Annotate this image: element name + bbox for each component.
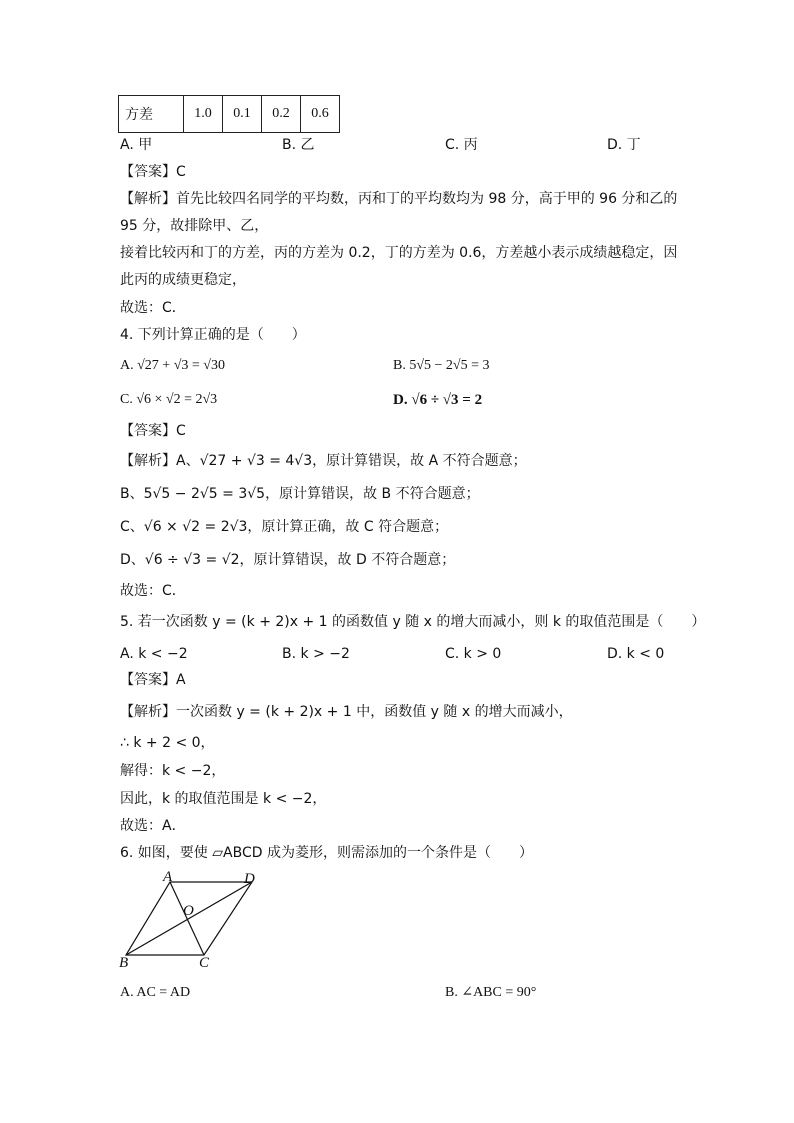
q3-analysis-line: 此丙的成绩更稳定， xyxy=(120,272,246,288)
q3-option-c: C. 丙 xyxy=(445,137,478,153)
q4-answer: 【答案】C xyxy=(120,423,186,439)
q5-title: 5. 若一次函数 y = (k + 2)x + 1 的函数值 y 随 x 的增大而减小，则 k 的取值范围是（ ） xyxy=(120,614,706,630)
q4-analysis-line: C、√6 × √2 = 2√3，原计算正确，故 C 符合题意； xyxy=(120,519,449,535)
variance-table xyxy=(118,95,340,133)
q4-analysis-line: D、√6 ÷ √3 = √2，原计算错误，故 D 不符合题意； xyxy=(120,552,456,568)
table-cell: 0.2 xyxy=(262,96,301,133)
q5-analysis-line: 因此，k 的取值范围是 k < −2， xyxy=(120,791,327,807)
q3-option-d: D. 丁 xyxy=(607,137,641,153)
q6-option-b: B. ∠ABC = 90° xyxy=(445,985,537,1000)
q4-analysis-line: B、5√5 − 2√5 = 3√5，原计算错误，故 B 不符合题意； xyxy=(120,486,480,502)
table-cell: 0.1 xyxy=(223,96,262,133)
q5-analysis-line: ∴ k + 2 < 0， xyxy=(120,735,215,751)
q5-analysis-line: 解得：k < −2， xyxy=(120,763,226,779)
q5-option-b: B. k > −2 xyxy=(282,646,350,662)
label-a: A xyxy=(163,869,173,885)
q3-answer: 【答案】C xyxy=(120,164,186,180)
q6-title: 6. 如图，要使 ▱ABCD 成为菱形，则需添加的一个条件是（ ） xyxy=(120,845,533,861)
q3-analysis-line: 95 分，故排除甲、乙， xyxy=(120,218,269,234)
label-b: B xyxy=(119,955,129,971)
q4-option-c: C. √6 × √2 = 2√3 xyxy=(120,392,218,407)
label-o: O xyxy=(183,903,194,919)
q5-option-a: A. k < −2 xyxy=(120,646,188,662)
q6-option-a: A. AC = AD xyxy=(120,985,191,1000)
table-cell: 1.0 xyxy=(184,96,223,133)
q4-option-d: D. √6 ÷ √3 = 2 xyxy=(393,392,483,408)
q4-conclusion: 故选：C． xyxy=(120,583,186,599)
q3-option-b: B. 乙 xyxy=(282,137,315,153)
label-d: D xyxy=(244,871,255,887)
q5-conclusion: 故选：A． xyxy=(120,818,186,834)
q3-analysis-line: 接着比较丙和丁的方差，丙的方差为 0.2，丁的方差为 0.6，方差越小表示成绩越稳定，因 xyxy=(120,245,678,261)
table-header-cell: 方差 xyxy=(119,96,184,133)
q4-option-a: A. √27 + √3 = √30 xyxy=(120,358,225,373)
label-c: C xyxy=(199,955,210,971)
q4-title: 4. 下列计算正确的是（ ） xyxy=(120,327,306,343)
q4-option-b: B. 5√5 − 2√5 = 3 xyxy=(393,358,490,373)
q5-option-d: D. k < 0 xyxy=(607,646,665,662)
q4-analysis-line: 【解析】A、√27 + √3 = 4√3，原计算错误，故 A 不符合题意； xyxy=(120,453,527,469)
table-cell: 0.6 xyxy=(301,96,340,133)
q3-analysis-line: 【解析】首先比较四名同学的平均数，丙和丁的平均数均为 98 分，高于甲的 96 分和乙的 xyxy=(120,191,678,207)
q5-answer: 【答案】A xyxy=(120,672,186,688)
parallelogram-figure xyxy=(116,868,266,973)
q5-option-c: C. k > 0 xyxy=(445,646,502,662)
q3-conclusion: 故选：C． xyxy=(120,300,186,316)
q3-option-a: A. 甲 xyxy=(120,137,153,153)
q5-analysis-line: 【解析】一次函数 y = (k + 2)x + 1 中，函数值 y 随 x 的增大而减小， xyxy=(120,704,573,720)
